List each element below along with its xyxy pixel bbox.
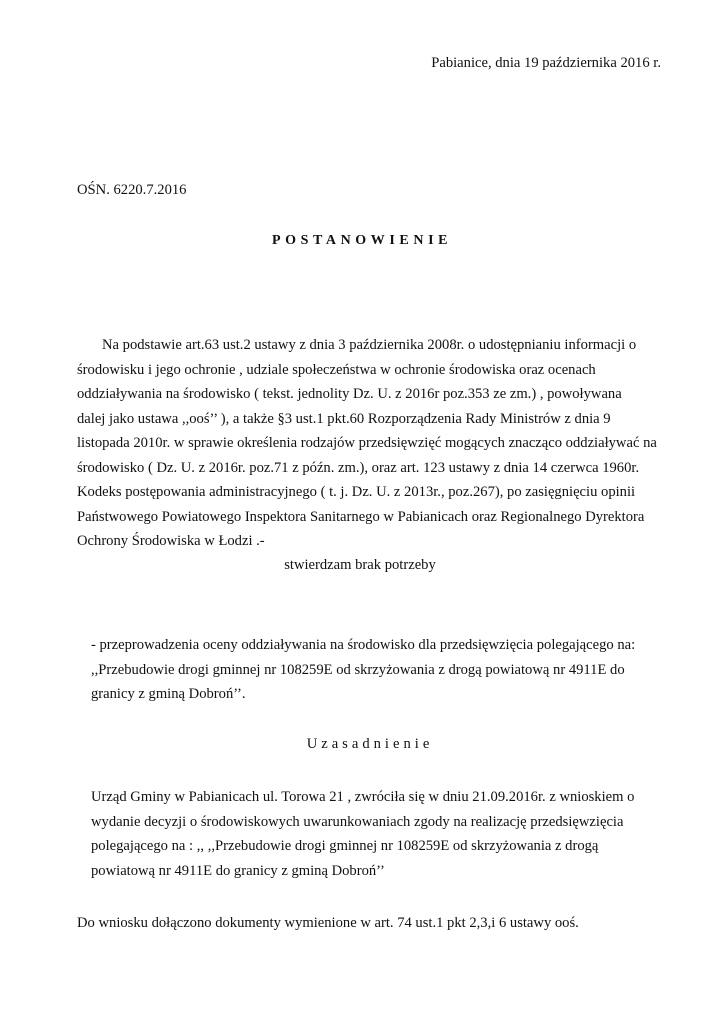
- attachments-note: [77, 911, 579, 936]
- paragraph-line: środowisku i jego ochronie , udziale społeczeństwa w ochronie środowiska oraz ocenach: [77, 361, 596, 378]
- justification-heading: Uzasadnienie: [306, 736, 434, 752]
- paragraph-line: środowisko ( Dz. U. z 2016r. poz.71 z późn. zm.), oraz art. 123 ustawy z dnia 14 czerwca 1960r.: [77, 459, 640, 476]
- paragraph-line: listopada 2010r. w sprawie określenia rodzajów przedsięwzięć mogących znacząco oddziaływać na: [77, 435, 657, 451]
- paragraph-line: dalej jako ustawa ,,ooś’’ ), a także §3 ust.1 pkt.60 Rozporządzenia Rady Ministrów z dnia 9: [77, 410, 611, 427]
- paragraph-line: oddziaływania na środowisko ( tekst. jednolity Dz. U. z 2016r poz.353 ze zm.) , powoływana: [77, 386, 622, 402]
- paragraph-line: wydanie decyzji o środowiskowych uwarunkowaniach zgody na realizację przedsięwzięcia: [91, 813, 624, 830]
- paragraph-line: ,,Przebudowie drogi gminnej nr 108259E od skrzyżowania z drogą powiatową nr 4911E do: [91, 661, 625, 678]
- paragraph-line: polegającego na : ,, ,,Przebudowie drogi gminnej nr 108259E od skrzyżowania z drogą: [91, 838, 599, 854]
- document-title: POSTANOWIENIE: [271, 233, 453, 248]
- paragraph-line: granicy z gminą Dobroń’’.: [91, 686, 246, 702]
- paragraph-line: Państwowego Powiatowego Inspektora Sanitarnego w Pabianicach oraz Regionalnego Dyrektora: [77, 508, 645, 525]
- paragraph-line: powiatową nr 4911E do granicy z gminą Dobroń’’: [91, 862, 385, 879]
- paragraph-line: Ochrony Środowiska w Łodzi .-: [77, 533, 265, 549]
- reference-number: OŚN. 6220.7.2016: [77, 182, 187, 198]
- justification-paragraph: [91, 785, 634, 883]
- paragraph-line: Urząd Gminy w Pabianicach ul. Torowa 21 , zwróciła się w dniu 21.09.2016r. z wnioskiem o: [91, 789, 635, 805]
- decision-paragraph: [91, 633, 635, 707]
- paragraph-line: Na podstawie art.63 ust.2 ustawy z dnia 3 października 2008r. o udostępnianiu informacji o: [102, 337, 637, 353]
- decision-statement: stwierdzam brak potrzeby: [284, 557, 436, 573]
- place-date: Pabianice, dnia 19 października 2016 r.: [431, 55, 661, 71]
- paragraph-line: Do wniosku dołączono dokumenty wymienione w art. 74 ust.1 pkt 2,3,i 6 ustawy ooś.: [77, 915, 579, 931]
- paragraph-line: Kodeks postępowania administracyjnego ( t. j. Dz. U. z 2013r., poz.267), po zasięgnięciu opinii: [77, 484, 636, 500]
- paragraph-line: - przeprowadzenia oceny oddziaływania na środowisko dla przedsięwzięcia polegającego na:: [91, 637, 636, 653]
- intro-paragraph: [77, 333, 657, 554]
